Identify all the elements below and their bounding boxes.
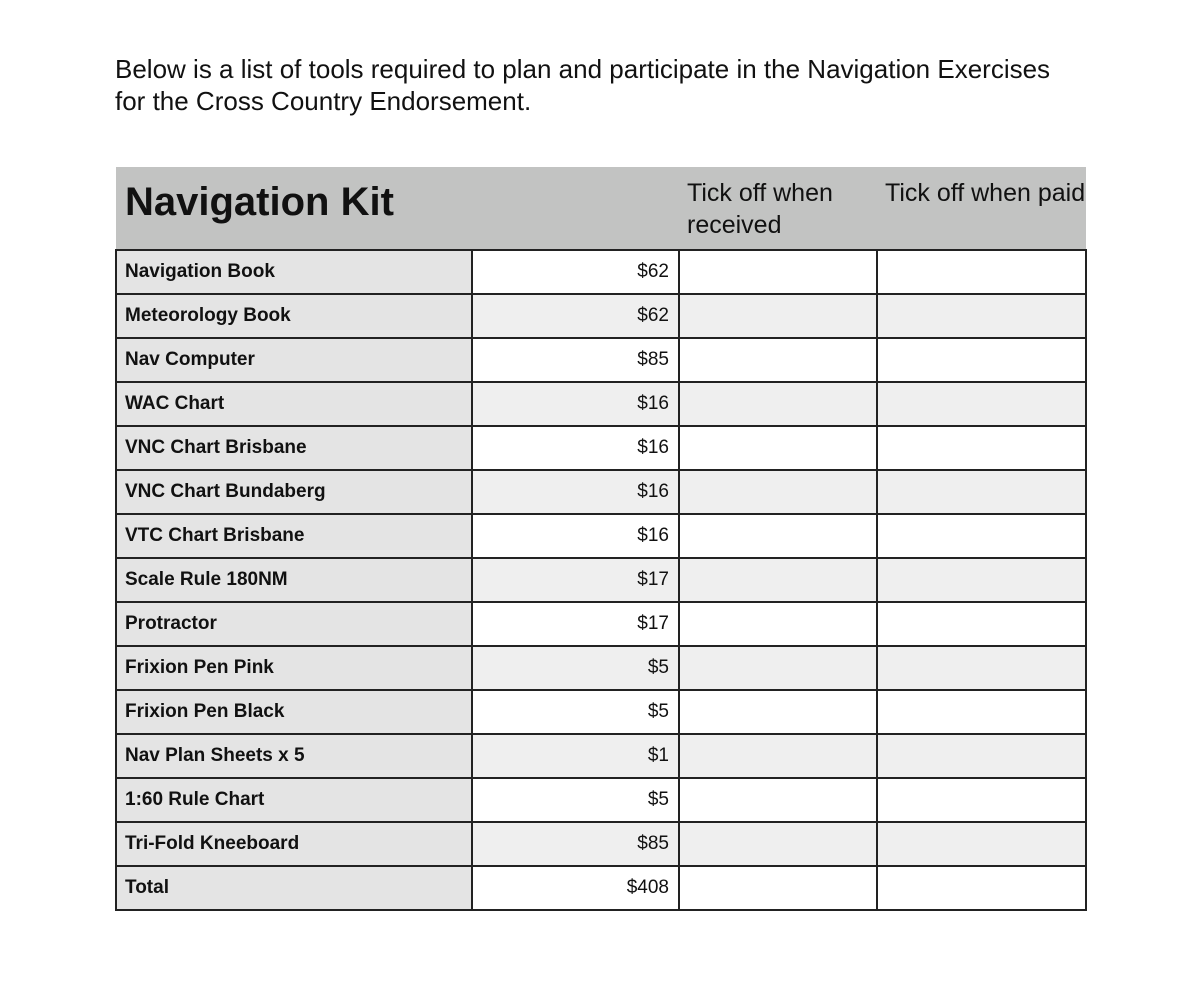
item-price: $85 xyxy=(472,822,679,866)
paid-column-label: Tick off when paid xyxy=(885,179,1086,207)
received-checkbox-cell[interactable] xyxy=(679,338,877,382)
item-price: $1 xyxy=(472,734,679,778)
intro-text xyxy=(115,53,1115,117)
received-checkbox-cell[interactable] xyxy=(679,734,877,778)
item-price: $16 xyxy=(472,514,679,558)
paid-checkbox-cell[interactable] xyxy=(877,426,1086,470)
item-name: Nav Computer xyxy=(116,338,472,382)
table-row xyxy=(116,690,1086,734)
total-label: Total xyxy=(116,866,472,910)
item-price: $17 xyxy=(472,602,679,646)
total-price: $408 xyxy=(472,866,679,910)
item-name: Meteorology Book xyxy=(116,294,472,338)
item-name: VNC Chart Brisbane xyxy=(116,426,472,470)
table-row xyxy=(116,250,1086,294)
paid-checkbox-cell[interactable] xyxy=(877,866,1086,910)
item-price: $16 xyxy=(472,470,679,514)
paid-checkbox-cell[interactable] xyxy=(877,646,1086,690)
paid-checkbox-cell[interactable] xyxy=(877,250,1086,294)
item-name: 1:60 Rule Chart xyxy=(116,778,472,822)
item-price: $16 xyxy=(472,426,679,470)
received-checkbox-cell[interactable] xyxy=(679,294,877,338)
received-checkbox-cell[interactable] xyxy=(679,558,877,602)
table-row xyxy=(116,558,1086,602)
received-checkbox-cell[interactable] xyxy=(679,690,877,734)
table-row xyxy=(116,778,1086,822)
item-name: VTC Chart Brisbane xyxy=(116,514,472,558)
item-price: $85 xyxy=(472,338,679,382)
paid-checkbox-cell[interactable] xyxy=(877,734,1086,778)
table-row xyxy=(116,514,1086,558)
item-name: VNC Chart Bundaberg xyxy=(116,470,472,514)
received-column-label: Tick off when received xyxy=(687,179,833,239)
table-body xyxy=(116,250,1086,910)
received-checkbox-cell[interactable] xyxy=(679,822,877,866)
paid-checkbox-cell[interactable] xyxy=(877,690,1086,734)
received-checkbox-cell[interactable] xyxy=(679,470,877,514)
paid-checkbox-cell[interactable] xyxy=(877,514,1086,558)
item-name: WAC Chart xyxy=(116,382,472,426)
item-name: Scale Rule 180NM xyxy=(116,558,472,602)
received-checkbox-cell[interactable] xyxy=(679,602,877,646)
paid-checkbox-cell[interactable] xyxy=(877,294,1086,338)
item-name: Tri-Fold Kneeboard xyxy=(116,822,472,866)
received-checkbox-cell[interactable] xyxy=(679,250,877,294)
intro-line-1: Below is a list of tools required to plan and participate in the Navigation Exercises xyxy=(115,54,1051,84)
received-checkbox-cell[interactable] xyxy=(679,866,877,910)
received-checkbox-cell[interactable] xyxy=(679,426,877,470)
item-price: $17 xyxy=(472,558,679,602)
table-row xyxy=(116,338,1086,382)
item-price: $5 xyxy=(472,690,679,734)
item-price: $5 xyxy=(472,778,679,822)
intro-line-2: for the Cross Country Endorsement. xyxy=(115,86,532,116)
table-row xyxy=(116,294,1086,338)
paid-checkbox-cell[interactable] xyxy=(877,822,1086,866)
item-name: Protractor xyxy=(116,602,472,646)
table-row xyxy=(116,382,1086,426)
item-price: $5 xyxy=(472,646,679,690)
table-row xyxy=(116,602,1086,646)
table-header-row xyxy=(116,167,1086,250)
total-row xyxy=(116,866,1086,910)
table-row xyxy=(116,734,1086,778)
received-checkbox-cell[interactable] xyxy=(679,778,877,822)
item-price: $16 xyxy=(472,382,679,426)
item-name: Navigation Book xyxy=(116,250,472,294)
received-column-header xyxy=(679,167,877,250)
received-checkbox-cell[interactable] xyxy=(679,382,877,426)
received-checkbox-cell[interactable] xyxy=(679,646,877,690)
paid-checkbox-cell[interactable] xyxy=(877,470,1086,514)
table-title-cell xyxy=(116,167,679,250)
paid-checkbox-cell[interactable] xyxy=(877,382,1086,426)
table-row xyxy=(116,646,1086,690)
navigation-kit-table xyxy=(115,167,1087,911)
table-row xyxy=(116,470,1086,514)
item-name: Frixion Pen Black xyxy=(116,690,472,734)
paid-checkbox-cell[interactable] xyxy=(877,558,1086,602)
item-name: Frixion Pen Pink xyxy=(116,646,472,690)
item-price: $62 xyxy=(472,294,679,338)
received-checkbox-cell[interactable] xyxy=(679,514,877,558)
paid-checkbox-cell[interactable] xyxy=(877,602,1086,646)
table-row xyxy=(116,822,1086,866)
paid-checkbox-cell[interactable] xyxy=(877,778,1086,822)
table-row xyxy=(116,426,1086,470)
paid-checkbox-cell[interactable] xyxy=(877,338,1086,382)
table-title: Navigation Kit xyxy=(125,180,394,224)
item-name: Nav Plan Sheets x 5 xyxy=(116,734,472,778)
paid-column-header xyxy=(877,167,1086,250)
item-price: $62 xyxy=(472,250,679,294)
